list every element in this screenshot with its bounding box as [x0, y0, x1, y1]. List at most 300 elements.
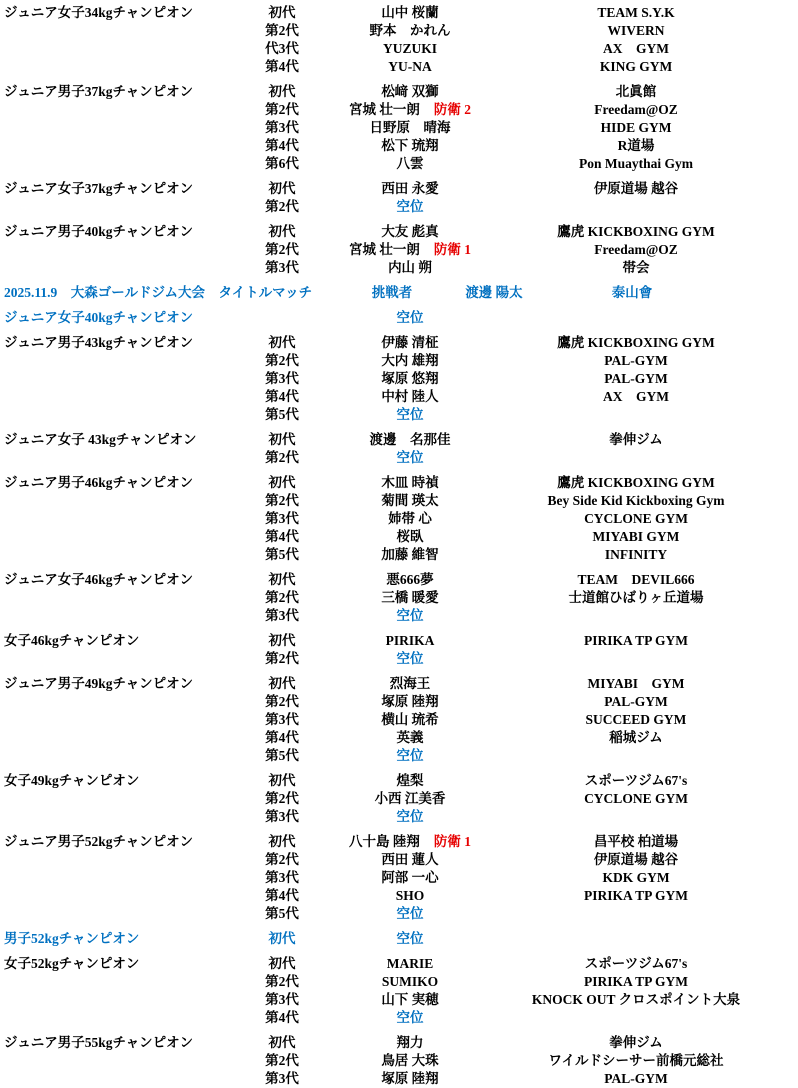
category-title — [4, 22, 244, 40]
category-title: ジュニア女子34kgチャンピオン — [4, 5, 194, 20]
generation-label: 第3代 — [265, 870, 299, 885]
champion-row — [0, 1009, 798, 1027]
name-cell — [320, 675, 500, 693]
champion-row — [0, 711, 798, 729]
gym-name: MIYABI GYM — [592, 529, 680, 544]
name-cell — [320, 137, 500, 155]
champion-section — [0, 309, 798, 327]
gym-name: 士道館ひばりヶ丘道場 — [568, 590, 704, 605]
champion-row — [0, 887, 798, 905]
champion-row — [0, 973, 798, 991]
category-title: ジュニア男子52kgチャンピオン — [4, 834, 194, 849]
vacant-label: 空位 — [396, 1010, 424, 1025]
gym-name: Bey Side Kid Kickboxing Gym — [547, 493, 725, 508]
champion-row — [0, 334, 798, 352]
gym-name: R道場 — [617, 138, 655, 153]
gym-name: ワイルドシーサー前橋元総社 — [548, 1053, 724, 1068]
gym-name — [500, 905, 772, 923]
gym-name: Freedam@OZ — [594, 242, 678, 257]
category-title — [4, 510, 244, 528]
champion-row — [0, 808, 798, 826]
champion-row — [0, 510, 798, 528]
generation-label: 第3代 — [265, 712, 299, 727]
gym-name: PAL-GYM — [604, 1071, 668, 1086]
champion-section — [0, 772, 798, 826]
gym-name: PAL-GYM — [604, 694, 668, 709]
generation-label: 初代 — [268, 432, 296, 447]
gym-name — [500, 650, 772, 668]
champion-row — [0, 747, 798, 765]
champion-name: YUZUKI — [382, 41, 437, 56]
name-cell — [320, 259, 500, 277]
challenger-name: 渡邊 陽太 — [465, 285, 523, 300]
champion-row — [0, 546, 798, 564]
category-title — [4, 607, 244, 625]
generation-label: 第4代 — [265, 138, 299, 153]
category-title — [4, 58, 244, 76]
category-title: ジュニア男子46kgチャンピオン — [4, 475, 194, 490]
gym-name: TEAM DEVIL666 — [577, 572, 695, 587]
generation-label: 第4代 — [265, 730, 299, 745]
champion-name: 西田 永愛 — [381, 181, 439, 196]
champion-section — [0, 955, 798, 1027]
champion-name: 宮城 壮一朗 — [349, 102, 420, 117]
gym-name: Pon Muaythai Gym — [578, 156, 693, 171]
category-title: ジュニア女子40kgチャンピオン — [4, 310, 194, 325]
gym-name: 鷹虎 KICKBOXING GYM — [557, 224, 715, 239]
defense-badge: 防衛 2 — [433, 102, 471, 117]
vacant-label: 空位 — [396, 748, 424, 763]
category-title: ジュニア女子 43kgチャンピオン — [4, 432, 197, 447]
champion-name: SUMIKO — [381, 974, 439, 989]
champion-section — [0, 474, 798, 564]
category-title — [4, 790, 244, 808]
champion-section — [0, 571, 798, 625]
name-cell — [320, 334, 500, 352]
name-cell — [320, 607, 500, 625]
vacant-label: 空位 — [396, 809, 424, 824]
name-cell — [320, 4, 500, 22]
event-title: 2025.11.9 大森ゴールドジム大会 タイトルマッチ — [4, 285, 313, 300]
generation-label: 第3代 — [265, 260, 299, 275]
generation-label: 第2代 — [265, 651, 299, 666]
champion-row — [0, 851, 798, 869]
generation-label: 第4代 — [265, 888, 299, 903]
gym-name: スポーツジム67's — [584, 773, 688, 788]
vacant-label: 空位 — [396, 450, 424, 465]
name-cell — [320, 693, 500, 711]
category-title — [4, 352, 244, 370]
name-cell — [320, 955, 500, 973]
champion-row — [0, 406, 798, 424]
champion-name: 三橋 暖愛 — [381, 590, 439, 605]
generation-label: 第6代 — [265, 156, 299, 171]
gym-name: WIVERN — [607, 23, 665, 38]
gym-name: HIDE GYM — [600, 120, 672, 135]
champion-row — [0, 58, 798, 76]
name-cell — [320, 973, 500, 991]
generation-label: 初代 — [268, 335, 296, 350]
champion-name: 日野原 晴海 — [369, 120, 451, 135]
vacant-label: 空位 — [396, 199, 424, 214]
generation-label: 第2代 — [265, 23, 299, 38]
category-title — [4, 650, 244, 668]
champion-row — [0, 632, 798, 650]
generation-label: 初代 — [268, 676, 296, 691]
defense-badge: 防衛 1 — [433, 834, 471, 849]
generation-label: 第5代 — [265, 906, 299, 921]
champion-section — [0, 83, 798, 173]
name-cell — [320, 729, 500, 747]
category-title: ジュニア女子46kgチャンピオン — [4, 572, 194, 587]
champion-row — [0, 571, 798, 589]
generation-label: 第2代 — [265, 791, 299, 806]
category-title — [4, 546, 244, 564]
champion-name: MARIE — [386, 956, 434, 971]
champion-name: 菊間 瑛太 — [381, 493, 439, 508]
champion-name: SHO — [395, 888, 425, 903]
champion-row — [0, 991, 798, 1009]
category-title: 女子52kgチャンピオン — [4, 956, 140, 971]
champion-name: 英義 — [396, 730, 424, 745]
champion-row — [0, 22, 798, 40]
generation-label: 第3代 — [265, 608, 299, 623]
champion-row — [0, 223, 798, 241]
gym-name: 拳伸ジム — [609, 1035, 663, 1050]
gym-name: KNOCK OUT クロスポイント大泉 — [531, 992, 741, 1007]
gym-name: 伊原道場 越谷 — [593, 181, 679, 196]
generation-label: 第5代 — [265, 748, 299, 763]
category-title — [4, 693, 244, 711]
champion-name: 西田 蓮人 — [381, 852, 439, 867]
generation-label: 第2代 — [265, 694, 299, 709]
champion-row — [0, 370, 798, 388]
vacant-label: 空位 — [396, 906, 424, 921]
category-title: ジュニア女子37kgチャンピオン — [4, 181, 194, 196]
champion-name: 加藤 維智 — [381, 547, 439, 562]
defense-badge: 防衛 1 — [433, 242, 471, 257]
champion-name: 阿部 一心 — [381, 870, 439, 885]
generation-label: 初代 — [268, 572, 296, 587]
generation-label: 初代 — [268, 633, 296, 648]
category-title — [4, 973, 244, 991]
name-cell — [320, 571, 500, 589]
category-title — [4, 101, 244, 119]
category-title — [4, 991, 244, 1009]
name-cell — [320, 747, 500, 765]
name-cell — [320, 309, 500, 327]
name-cell — [320, 510, 500, 528]
gym-name: PIRIKA TP GYM — [583, 633, 688, 648]
category-title — [4, 155, 244, 173]
champion-name: 悪666夢 — [386, 572, 434, 587]
category-title — [4, 388, 244, 406]
generation-label: 第4代 — [265, 59, 299, 74]
category-title — [4, 808, 244, 826]
category-title: ジュニア男子55kgチャンピオン — [4, 1035, 194, 1050]
generation-label: 初代 — [268, 475, 296, 490]
name-cell — [320, 449, 500, 467]
gym-name: AX GYM — [603, 389, 669, 404]
category-title — [4, 729, 244, 747]
gym-name — [500, 930, 772, 948]
category-title — [4, 887, 244, 905]
name-cell — [320, 632, 500, 650]
category-title — [4, 137, 244, 155]
name-cell — [320, 790, 500, 808]
vacant-label: 空位 — [396, 407, 424, 422]
category-title: ジュニア男子49kgチャンピオン — [4, 676, 194, 691]
champion-name: 大内 雄翔 — [381, 353, 439, 368]
name-cell — [320, 711, 500, 729]
champion-row — [0, 772, 798, 790]
name-cell — [320, 1052, 500, 1070]
champion-name: 宮城 壮一朗 — [349, 242, 420, 257]
generation-label: 第2代 — [265, 242, 299, 257]
champion-name: 内山 朔 — [388, 260, 432, 275]
gym-name — [500, 198, 772, 216]
champion-section — [0, 223, 798, 277]
name-cell — [320, 370, 500, 388]
champion-section — [0, 180, 798, 216]
name-cell — [320, 22, 500, 40]
category-title — [4, 370, 244, 388]
champion-row — [0, 675, 798, 693]
champion-row — [0, 1070, 798, 1088]
champion-row — [0, 1034, 798, 1052]
champion-row — [0, 83, 798, 101]
champion-name: 横山 琉希 — [381, 712, 439, 727]
name-cell — [320, 58, 500, 76]
gym-name — [500, 1009, 772, 1027]
gym-name: SUCCEED GYM — [585, 712, 687, 727]
name-cell — [320, 1034, 500, 1052]
category-title — [4, 449, 244, 467]
generation-label: 第2代 — [265, 353, 299, 368]
champion-section — [0, 334, 798, 424]
name-cell — [320, 851, 500, 869]
generation-label: 初代 — [268, 956, 296, 971]
generation-label: 初代 — [268, 224, 296, 239]
generation-label: 第2代 — [265, 974, 299, 989]
gym-name — [500, 406, 772, 424]
champion-name: 塚原 陸翔 — [381, 694, 439, 709]
champion-name: 松﨑 双獅 — [381, 84, 439, 99]
champion-name: PIRIKA — [385, 633, 435, 648]
category-title: 女子49kgチャンピオン — [4, 773, 140, 788]
gym-name: 鷹虎 KICKBOXING GYM — [557, 475, 715, 490]
gym-name: TEAM S.Y.K — [597, 5, 675, 20]
generation-label: 第3代 — [265, 120, 299, 135]
category-title: ジュニア男子37kgチャンピオン — [4, 84, 194, 99]
champion-row — [0, 137, 798, 155]
gym-name: スポーツジム67's — [584, 956, 688, 971]
gym-name: CYCLONE GYM — [584, 791, 688, 806]
champion-name: 渡邊 名那佳 — [369, 432, 451, 447]
champion-row — [0, 905, 798, 923]
champion-row — [0, 589, 798, 607]
champion-row — [0, 241, 798, 259]
champion-name: 中村 陸人 — [381, 389, 439, 404]
generation-label: 第2代 — [265, 199, 299, 214]
generation-label: 第5代 — [265, 407, 299, 422]
champion-row — [0, 259, 798, 277]
name-cell — [320, 1009, 500, 1027]
champion-name: 鳥居 大珠 — [381, 1053, 439, 1068]
category-title — [4, 905, 244, 923]
champion-name: 八十島 陸翔 — [349, 834, 420, 849]
champion-name: 塚原 陸翔 — [381, 1071, 439, 1086]
champion-row — [0, 729, 798, 747]
champion-name: 姉帯 心 — [388, 511, 432, 526]
gym-name: INFINITY — [604, 547, 668, 562]
category-title — [4, 198, 244, 216]
champion-row — [0, 790, 798, 808]
champion-name: 翔力 — [396, 1035, 424, 1050]
champion-name: 山下 実穂 — [381, 992, 439, 1007]
category-title — [4, 241, 244, 259]
champion-name: YU-NA — [388, 59, 432, 74]
champion-row — [0, 155, 798, 173]
champion-name: 山中 桜蘭 — [381, 5, 439, 20]
name-cell — [320, 887, 500, 905]
challenger-label: 挑戦者 — [371, 285, 413, 300]
champion-row — [0, 431, 798, 449]
champion-row — [0, 693, 798, 711]
champion-name: 木皿 時禎 — [381, 475, 439, 490]
gym-name: CYCLONE GYM — [584, 511, 688, 526]
champion-name: 野本 かれん — [369, 23, 451, 38]
gym-name — [500, 309, 772, 327]
champion-row — [0, 309, 798, 327]
generation-label: 第5代 — [265, 547, 299, 562]
name-cell — [320, 930, 500, 948]
gym-name — [500, 747, 772, 765]
name-cell — [320, 546, 500, 564]
challenger-gym: 泰山會 — [611, 285, 653, 300]
category-title: ジュニア男子40kgチャンピオン — [4, 224, 194, 239]
name-cell — [320, 808, 500, 826]
gym-name: AX GYM — [603, 41, 669, 56]
gym-name: PAL-GYM — [604, 353, 668, 368]
champion-row — [0, 955, 798, 973]
category-title — [4, 711, 244, 729]
generation-label: 第2代 — [265, 102, 299, 117]
vacant-label: 空位 — [396, 651, 424, 666]
vacant-label: 空位 — [396, 931, 424, 946]
champion-row — [0, 388, 798, 406]
champion-row — [0, 352, 798, 370]
champion-section — [0, 632, 798, 668]
gym-name: PIRIKA TP GYM — [583, 888, 688, 903]
category-title — [4, 1052, 244, 1070]
champion-row — [0, 1052, 798, 1070]
gym-name: 鷹虎 KICKBOXING GYM — [557, 335, 715, 350]
category-title — [4, 492, 244, 510]
event-row — [0, 284, 798, 302]
category-title — [4, 119, 244, 137]
generation-label: 第2代 — [265, 1053, 299, 1068]
name-cell — [320, 492, 500, 510]
name-cell — [320, 180, 500, 198]
gym-name — [500, 808, 772, 826]
generation-label: 初代 — [268, 5, 296, 20]
generation-label: 初代 — [268, 931, 296, 946]
champion-name: 煌梨 — [396, 773, 424, 788]
champion-name: 塚原 悠翔 — [381, 371, 439, 386]
gym-name: 昌平校 柏道場 — [593, 834, 679, 849]
generation-label: 第2代 — [265, 493, 299, 508]
category-title: 女子46kgチャンピオン — [4, 633, 140, 648]
name-cell — [320, 155, 500, 173]
generation-label: 初代 — [268, 1035, 296, 1050]
category-title — [4, 869, 244, 887]
name-cell — [320, 589, 500, 607]
category-title: 男子52kgチャンピオン — [4, 931, 140, 946]
champion-row — [0, 869, 798, 887]
name-cell — [320, 83, 500, 101]
gym-name: PIRIKA TP GYM — [583, 974, 688, 989]
generation-label: 第4代 — [265, 529, 299, 544]
category-title — [4, 40, 244, 58]
champion-name: 小西 江美香 — [374, 791, 446, 806]
champion-name: 大友 彪真 — [381, 224, 439, 239]
generation-label: 初代 — [268, 834, 296, 849]
gym-name — [500, 607, 772, 625]
name-cell — [320, 474, 500, 492]
champion-row — [0, 930, 798, 948]
name-cell — [320, 119, 500, 137]
generation-label: 第3代 — [265, 992, 299, 1007]
category-title — [4, 1070, 244, 1088]
champion-row — [0, 180, 798, 198]
champion-section — [0, 1034, 798, 1088]
champion-row — [0, 650, 798, 668]
name-cell — [320, 223, 500, 241]
generation-label: 第3代 — [265, 371, 299, 386]
gym-name: 伊原道場 越谷 — [593, 852, 679, 867]
champion-row — [0, 492, 798, 510]
champion-name: 烈海王 — [389, 676, 431, 691]
gym-name: 稲城ジム — [609, 730, 663, 745]
generation-label: 第4代 — [265, 1010, 299, 1025]
name-cell — [320, 991, 500, 1009]
name-cell — [320, 833, 500, 851]
champion-row — [0, 40, 798, 58]
generation-label: 代3代 — [265, 41, 299, 56]
champion-row — [0, 101, 798, 119]
name-cell — [320, 40, 500, 58]
gym-name: 拳伸ジム — [609, 432, 663, 447]
champion-row — [0, 607, 798, 625]
generation-label: 第2代 — [265, 852, 299, 867]
gym-name: MIYABI GYM — [587, 676, 685, 691]
name-cell — [320, 406, 500, 424]
generation-label: 初代 — [268, 181, 296, 196]
category-title — [4, 406, 244, 424]
vacant-label: 空位 — [396, 608, 424, 623]
generation-label: 第2代 — [265, 450, 299, 465]
name-cell — [320, 431, 500, 449]
title-match-section — [0, 284, 798, 302]
category-title — [4, 589, 244, 607]
name-cell — [320, 869, 500, 887]
category-title — [4, 259, 244, 277]
generation-label: 第3代 — [265, 1071, 299, 1086]
champion-section — [0, 431, 798, 467]
champion-section — [0, 833, 798, 923]
gym-name: 北眞館 — [615, 84, 657, 99]
